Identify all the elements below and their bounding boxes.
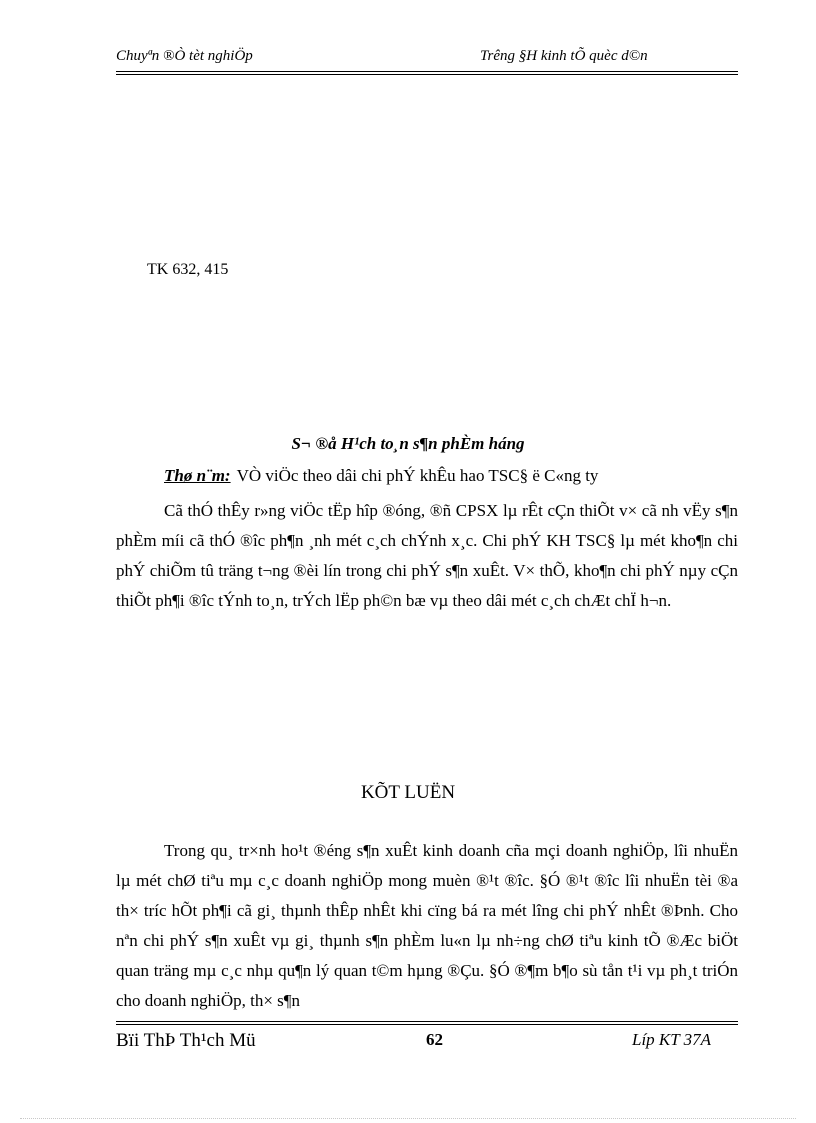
footer-author: Bïi ThÞ Th¹ch Mü: [116, 1030, 256, 1051]
header-document-type: Chuyªn ®Ò tèt nghiÖp: [116, 48, 253, 64]
account-reference: TK 632, 415: [147, 261, 229, 278]
header-university: Trêng §H kinh tÕ quèc d©n: [480, 48, 648, 64]
topic-text: VÒ viÖc theo dâi chi phÝ khÊu hao TSC§ ë C«ng ty: [236, 466, 599, 485]
header-rule-top: [116, 71, 738, 72]
footer-page-number: 62: [426, 1030, 443, 1049]
topic-line: [164, 466, 598, 486]
paragraph-depreciation: Cã thÓ thÊy r»ng viÖc tËp hîp ®óng, ®ñ CPSX lµ rÊt cÇn thiÕt v× cã nh vËy s¶n phÈm míi cã thÓ ®îc ph¶n ¸nh mét c¸ch chÝnh x¸c. Chi phÝ KH TSC§ lµ mét kho¶n chi phÝ chiÕm tû träng t¬ng ®èi lín trong chi phÝ s¶n xuÊt. V× thÕ, kho¶n chi phÝ nµy cÇn thiÕt ph¶i ®îc tÝnh to¸n, trÝch lËp ph©n bæ vµ theo dâi mét c¸ch chÆt chÏ h¬n.: [116, 501, 738, 610]
footer-rule-top: [116, 1021, 738, 1022]
paragraph-conclusion: Trong qu¸ tr×nh ho¹t ®éng s¶n xuÊt kinh doanh cña mçi doanh nghiÖp, lîi nhuËn lµ mét chØ tiªu mµ c¸c doanh nghiÖp mong muèn ®¹t ®îc. §Ó ®¹t ®îc lîi nhuËn tèi ®a th× tríc hÕt ph¶i cã gi¸ thµnh thÊp nhÊt khi cïng bá ra mét lîng chi phÝ nhÊt ®Þnh. Cho nªn chi phÝ s¶n xuÊt vµ gi¸ thµnh s¶n phÈm lu«n lµ nh÷ng chØ tiªu kinh tÕ ®Æc biÖt quan träng mµ c¸c nhµ qu¶n lý quan t©m hµng ®Çu. §Ó ®¶m b¶o sù tån t¹i vµ ph¸t triÓn cho doanh nghiÖp, th× s¶n: [116, 841, 738, 1010]
header-rule-bottom: [116, 74, 738, 75]
diagram-title: S¬ ®å H¹ch to¸n s¶n phÈm háng: [291, 434, 525, 453]
page-edge-dotted-line: [20, 1118, 796, 1119]
topic-label: Thø n¨m:: [164, 466, 231, 485]
conclusion-heading: KÕT LUËN: [360, 782, 456, 803]
footer-class: Líp KT 37A: [632, 1030, 712, 1049]
footer-rule-bottom: [116, 1024, 738, 1025]
